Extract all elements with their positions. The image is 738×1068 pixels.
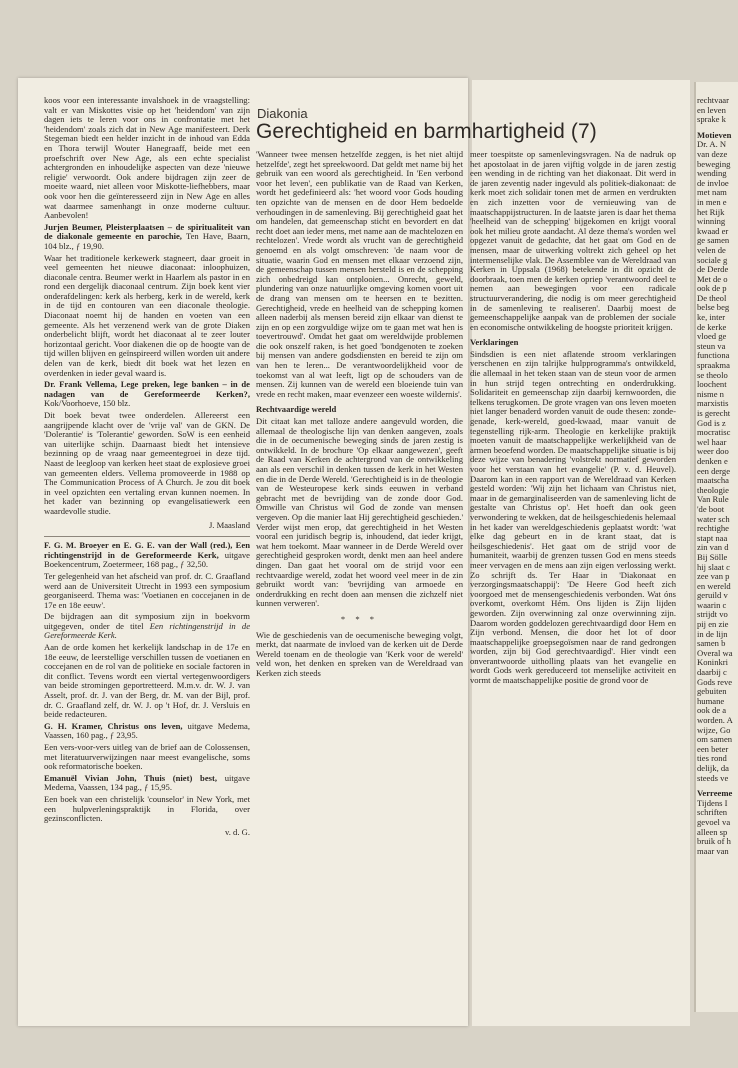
- section-label: Diakonia: [257, 106, 308, 121]
- partial-lines-block: [697, 799, 737, 857]
- reviewer-signature: J. Maasland: [208, 519, 250, 530]
- article-column-1: [256, 150, 463, 1020]
- partial-line: worden. A: [697, 715, 733, 725]
- partial-line: 'de boot: [697, 503, 725, 514]
- partial-line: stapt naa: [697, 532, 728, 543]
- book-entry-heading: G. H. Kramer, Christus ons leven, uitgave Medema, Vaassen, 160 pag., ƒ 23,95.: [44, 720, 250, 741]
- partial-line: humane: [697, 695, 725, 706]
- partial-line: zin van d: [697, 542, 729, 553]
- partial-line: De theol: [697, 292, 727, 303]
- partial-line: velen de: [697, 244, 726, 255]
- book-entry-text: Dit boek bevat twee onderdelen. Allereerst een aangrijpende klacht over de 'vrije val' van de GKN. De 'Dolerantie' is 'Tolerantie' geworden. SoW is een eenheid van uiterlijke schijn. Daarnaast biedt het intensieve bezinning op de vraag naar gemeentegroei in deze tijd. Naast de leegloop van kerken heet staat de explosieve groei van gemeenten elders. Vellema promoveerde in 1988 op The Communication Process of A Church. Je zou dit boek in veel opzichten een vertaling ervan kunnen noemen. In het kader van bezinning op evangelisatiewerk een waardevolle studie.: [44, 410, 250, 516]
- book-entry-heading: Dr. Frank Vellema, Lege preken, lege banken – in de nadagen van de Gereformeerde Kerken?, Kok/Voorhoeve, 150 blz.: [44, 379, 250, 409]
- partial-line: strijdt vo: [697, 609, 728, 620]
- partial-line: theologie: [697, 484, 729, 495]
- partial-line: God is z: [697, 417, 726, 428]
- partial-line: de invloe: [697, 177, 729, 188]
- article-paragraph: Dit citaat kan met talloze andere aangevuld worden, die allemaal de theologische lijn van denken aangeven, zoals die in de oecumenische beweging sinds de jaren zestig is ontwikkeld. In de brochure 'Op elkaar aangewezen', geeft de Raad van Kerken de achtergrond van de ontwikkeling aan als een verschil in denken tussen de kerk in het Westen en die in de Derde Wereld. 'Gerechtigheid is in de theologie van de Westeuropese kerk sinds eeuwen in verband gebracht met de bevrijding van de zonde door God. Omwille van Christus wil God de zonde van mensen vergeven. Op die manier laat Hij gerechtigheid geschieden.' Verder wijst men erop, dat gerechtigheid in het Westen vooral een juridisch begrip is, inhoudend, dat ieder krijgt, wat hem toekomt. Maar wanneer in de Derde Wereld over gerechtigheid gesproken wordt, denkt men aan heel andere dingen. Dan gaat het vooral om de strijd voor een rechtvaardige wereld, zodat het woord veel meer in de zin gebruikt wordt van: 'bevrijding van armoede en onderdrukking en recht doen aan mensen die zichzelf niet kunnen verweren'.: [256, 416, 463, 609]
- next-page-partial-column: [697, 96, 737, 1006]
- partial-line: samen b: [697, 638, 726, 649]
- partial-line: hij slaat c: [697, 561, 730, 572]
- reviewer-signature: v. d. G.: [225, 826, 250, 837]
- article-column-2: [470, 150, 676, 1020]
- partial-line: rechtvaar: [697, 96, 729, 105]
- partial-line: Van Rule: [697, 494, 729, 505]
- partial-line: kwaad er: [697, 225, 729, 236]
- partial-line: denken e: [697, 455, 728, 466]
- article-paragraph: 'Wanneer twee mensen hetzelfde zeggen, is het niet altijd hetzelfde', zegt het spreekwoord. Dat geldt met name bij het gebruik van een woord als gerechtigheid. In 'Een verbond voor het leven', een publikatie van de Raad van Kerken, wordt het gedefinieerd als: 'het woord voor Gods houding ten opzichte van de mensen en de door Hem bedoelde verhoudingen in de samenleving. Bij gerechtigheid gaat het om handelen, dat gemeenschap sticht en bevordert en dat recht doet aan ieder mens, met name aan de machtelozen en rechtelozen'. Vrede wordt als vrucht van de gerechtigheid genoemd en als volgt omschreven: 'de naam voor de situatie, waarin God en mensen met elkaar verzoend zijn, de gemeenschap tussen mensen hersteld is en de schepping zich onbedreigd kan ontplooien... Onrecht, geweld, plundering van onze natuurlijke omgeving komen voort uit de drang van mensen om te heersen en te bezitten. Gerechtigheid, vrede en heelheid van de schepping komen alleen naderbij als mensen bereid zijn elkaar van dienst te zijn en op een zorgvuldige wijze om te gaan met wat hen is toevertrouwd'. Omdat het gaat om wereldwijde problemen die ook onszelf raken, is het goed 'bondgenoten te zoeken bij mensen van andere godsdiensten en bereid te zijn om van hen te leren... De verantwoordelijkheid voor de toekomst van al wat leeft, ligt op de schouders van de mensen. Zij kunnen van de wereld een bloeiende tuin van vrede en recht maken, maar evenzeer een woeste wildernis'.: [256, 150, 463, 399]
- partial-line: Met de o: [697, 273, 728, 284]
- partial-line: weer doo: [697, 446, 729, 457]
- partial-line: en wereld: [697, 580, 731, 591]
- divider-rule: [44, 536, 250, 537]
- partial-line: alleen sp: [697, 826, 728, 837]
- partial-line: steun va: [697, 340, 726, 351]
- partial-line: loochent: [697, 379, 727, 390]
- partial-line: wending: [697, 168, 727, 179]
- partial-line: geruild v: [697, 590, 728, 601]
- partial-line: in men e: [697, 196, 727, 207]
- partial-line: om samen: [697, 734, 733, 745]
- book-entry-heading: Emanuël Vivian John, Thuis (niet) best, uitgave Medema, Vaassen, 134 pag., ƒ 15,95.: [44, 772, 250, 793]
- partial-line: daarbij c: [697, 667, 727, 678]
- book-reviews-column: [44, 96, 250, 1008]
- partial-subheading: Verreeme: [697, 788, 733, 799]
- partial-line: functiona: [697, 350, 730, 361]
- book-entry-text: Een vers-voor-vers uitleg van de brief aan de Colossensen, met literatuurverwijzingen naar meest evangelische, soms ook reformatorische boeken.: [44, 742, 250, 772]
- partial-line: water sch: [697, 513, 730, 524]
- partial-line: van deze: [697, 148, 728, 159]
- partial-line: rechtighe: [697, 523, 729, 534]
- partial-line: de kerke: [697, 321, 727, 332]
- partial-line: maatscha: [697, 475, 729, 486]
- partial-subheading: Motieven: [697, 129, 732, 140]
- partial-line: een beter: [697, 743, 729, 754]
- partial-line: beweging: [697, 158, 731, 169]
- article-paragraph: Wie de geschiedenis van de oecumenische beweging volgt, merkt, dat naarmate de invloed van de kerken uit de Derde Wereld toenam en de theologie van 'Kerk voor de wereld' veld won, het denken en spreken van de Wereldraad van Kerken zich steeds: [256, 629, 463, 678]
- partial-line: ook de a: [697, 705, 727, 716]
- partial-line: gebuiten: [697, 686, 727, 697]
- partial-line: sociale g: [697, 254, 728, 265]
- article-paragraph: meer toespitste op samenlevingsvragen. Na de nadruk op het apostolaat in de jaren vijftig volgde in de jaren zestig een wending in de richting van het diakonaat. Dit werd in de jaren zeventig nader ingevuld als politiek-diakonaat: de kerk moet zich solidair tonen met de armen en verdrukten en zich inzetten voor de vernieuwing van de maatschappijstructuren. In de laatste jaren is daar het thema 'heelheid van de schepping' bijgekomen en krijgt vooral ook het milieu grote aandacht. Al deze thema's worden wel opgezet vanuit de gedachte, dat het gaat om God en de mensen, maar de uitwerking voltrekt zich geheel op het intermenselijke vlak. De Assemblee van de Wereldraad van Kerken in Uppsala (1968) betekende in dit opzicht de doorbraak, toen men de kerken opriep 'verantwoord deel te nemen aan bewegingen voor een radicale structuurverandering, die nodig is om meer gerechtigheid in de samenleving te realiseren'. Daarbij moest de gemeenschappelijke aanpak van de problemen der sociale en economische ontwikkeling de hoogste prioriteit krijgen.: [470, 150, 676, 332]
- section-break-stars: * * *: [340, 613, 379, 624]
- partial-line: gevoel va: [697, 816, 731, 827]
- article-paragraph: Sindsdien is een niet aflatende stroom verklaringen verschenen en zijn talrijke hulpprogramma's ontwikkeld, die allemaal in het teken staan van de steun voor de armen in hun strijd tegen ontrechting en onderdrukking. Solidariteit en gemeenschap zijn daarbij kernwoorden, die telkens terugkomen. De grote vragen van ons leven moeten niet langer benaderd worden vanuit de oude thesen: zonde-genade, kerk-wereld, goed-kwaad, maar vanuit de tegenstelling rijk-arm. Theologie en kerkelijke praktijk moeten vanuit de maatschappelijke werkelijkheid van de armen beoefend worden. De maatschappelijke situatie is bij deze wijze van benadering 'volstrekt normatief geworden voor het verstaan van het evangelie' (P. v. d. Heuvel). Daarom kan in een rapport van de Wereldraad van Kerken gesteld worden: 'Wij zijn het lichaam van Christus niet, maar in de gemarginaliseerden van de samenleving licht de gestalte van Christus op'. Het hoeft dan ook geen verwondering te wekken, dat de heilsgeschiedenis helemaal in het kader van wereldgeschiedenis geplaatst wordt: 'wat elke dag gebeurt en in de krant staat, dat is heilsgeschiedenis'. Het gaat om de strijd voor de humaniteit, waarbij de grenzen tussen God en mens steeds meer vervagen en de mens aan zijn eigen verlossing werkt. Zo schrijft ds. Ter Haar in 'Diakonaat en verzorgingsmaatschappij': 'De Heere God heeft zich voorgoed met de mensengeschiedenis verbonden. Wat óns overkomt, overkomt Hém. Ons lijden is Zijn lijden geworden. Zijn overwinning zal onze overwinning zijn. Daarom worden goddelozen gerechtvaardigd door Hem en Zijn verbond. Mensen, die door het lot of door maatschappelijke groepsegoïsmen naar de rand gedrongen worden, zijn bij God gerechtvaardigd'. Hier vindt een onverantwoorde uitholling plaats van het evangelie en wordt Gods werk gereduceerd tot menselijke activiteit en vormt de maatschappelijke positie de grond voor de: [470, 348, 676, 686]
- partial-line: Gods reve: [697, 676, 733, 687]
- partial-line: maar van: [697, 845, 729, 856]
- partial-line: in de lijn: [697, 628, 728, 639]
- partial-line: ook de p: [697, 283, 727, 294]
- article-subheading: Verklaringen: [470, 337, 519, 348]
- partial-line: de Derde: [697, 264, 729, 275]
- partial-line: vloed ge: [697, 331, 727, 342]
- partial-line: spraakma: [697, 360, 730, 371]
- partial-line: met nam: [697, 187, 727, 198]
- book-entry-text: Ter gelegenheid van het afscheid van prof. dr. C. Graafland werd aan de Universiteit Utrecht in 1993 een symposium georganiseerd. Thema was: 'Voetianen en coccejanen in de 17e en 18e eeuw'.: [44, 570, 250, 610]
- partial-line: sprake k: [697, 114, 726, 125]
- partial-line: ke, inter: [697, 312, 726, 323]
- partial-line: se theolo: [697, 369, 728, 380]
- book-entry-text: Een boek van een christelijk 'counselor' in New York, met een hulpverleningspraktijk in Florida, over gezinsconflicten.: [44, 793, 250, 824]
- review-intro-paragraph: koos voor een interessante invalshoek in de vraagstelling: valt er van Miskottes visie op het 'heidendom' van zijn dagen iets te leren voor ons in confrontatie met het 'heidendom' zoals zich dat in New Age manifesteert. Derk Stegeman biedt een helder inzicht in de inhoud van Edda en Thora terwijl Wouter Hanegraaff, beide met een proefschrift over New Age, als een echte specialist achtergronden en inhoudelijke aspecten van deze 'nieuwe religie' verwoordt. Ook andere bijdragen zijn zeer de moeite waard, niet alleen voor Miskotte-liefhebbers, maar ook voor hen die geïnteresseerd zijn in New Age en alles wat daarmee samenhangt in onze moderne cultuur. Aanbevolen!: [44, 96, 250, 221]
- partial-line: het Rijk: [697, 206, 725, 217]
- partial-line: en leven: [697, 104, 726, 115]
- partial-line: schriften: [697, 807, 728, 818]
- partial-line: delijk, da: [697, 762, 729, 773]
- partial-line: waarin c: [697, 599, 727, 610]
- partial-line: ge samen: [697, 235, 730, 246]
- partial-line: ties rond: [697, 753, 727, 764]
- partial-line: Bij Sölle: [697, 551, 728, 562]
- partial-line: Dr. A. N: [697, 139, 727, 150]
- partial-line: belse beg: [697, 302, 730, 313]
- partial-line: Koninkri: [697, 657, 729, 668]
- partial-lines-block: [697, 140, 737, 783]
- partial-line: wijze, Go: [697, 724, 731, 735]
- partial-line: mocratisc: [697, 427, 731, 438]
- book-entry-text: Waar het traditionele kerkewerk stagneert, daar groeit in veel gemeenten het nieuwe diaconaat: inloophuizen, diaconale centra. Beumer werkt in Haarlem als pastor in en rond een dergelijk diaconaal centrum. Zijn boek kent vier onderafdelingen: kerk als herberg, kerk in de wereld, kerk in de tijd en contouren van een diaconale theologie. Diaconaat noemt hij de handen en voeten van een gemeente. Als het verzenend werk van de grote Diaken onderbelicht blijft, wordt het diaconaat al te zeer louter horizontaal gericht. Voor diakenen die op de hoogte van de tijd willen blijven en geïnspireerd willen worden uit andere delen van de kerk, biedt dit boek wat het lezen en overdenken in ieder geval waard is.: [44, 252, 250, 378]
- partial-line: steeds ve: [697, 772, 729, 783]
- partial-line: bruik of h: [697, 836, 731, 847]
- book-entry-text: Aan de orde komen het kerkelijk landschap in de 17e en 18e eeuw, de leerstellige verschillen tussen de voetianen en coccejanen en de rol van de politieke en sociale factoren in dit conflict. Tevens wordt een viertal vertegenwoordigers van beide stromingen geportretteerd. M.m.v. dr. W. J. van Asselt, prof. dr. J. van der Berg, dr. M. van der Bijl, prof. dr. C. Graafland zelf, dr. W. J. op 't Hof, dr. J. Versluis en beide redacteuren.: [44, 642, 250, 720]
- partial-line: nisme n: [697, 388, 724, 399]
- book-entry-heading: Jurjen Beumer, Pleisterplaatsen – de spiritualiteit van de diakonale gemeente en parochie, Ten Have, Baarn, 104 blz., ƒ 19,90.: [44, 221, 250, 251]
- partial-line: een derge: [697, 465, 731, 476]
- partial-line: zee van p: [697, 571, 730, 582]
- partial-line: is gerecht: [697, 408, 731, 418]
- partial-line: wel haar: [697, 436, 727, 447]
- partial-line: winning: [697, 216, 726, 227]
- article-headline: Gerechtigheid en barmhartigheid (7): [256, 120, 597, 143]
- book-entry-heading: F. G. M. Broeyer en E. G. E. van der Wall (red.), Een richtingenstrijd in de Gereformeerde Kerk, uitgave Boekencentrum, Zoetermeer, 168 pag., ƒ 32,50.: [44, 540, 250, 570]
- partial-line: Overal wa: [697, 647, 733, 658]
- partial-line: marxistis: [697, 398, 729, 409]
- partial-line: Tijdens I: [697, 797, 728, 808]
- article-subheading: Rechtvaardige wereld: [256, 404, 337, 415]
- book-entry-text: De bijdragen aan dit symposium zijn in boekvorm uitgegeven, onder de titel Een richtingenstrijd in de Gereformeerde Kerk.: [44, 611, 250, 641]
- partial-line: pij en zie: [697, 619, 729, 630]
